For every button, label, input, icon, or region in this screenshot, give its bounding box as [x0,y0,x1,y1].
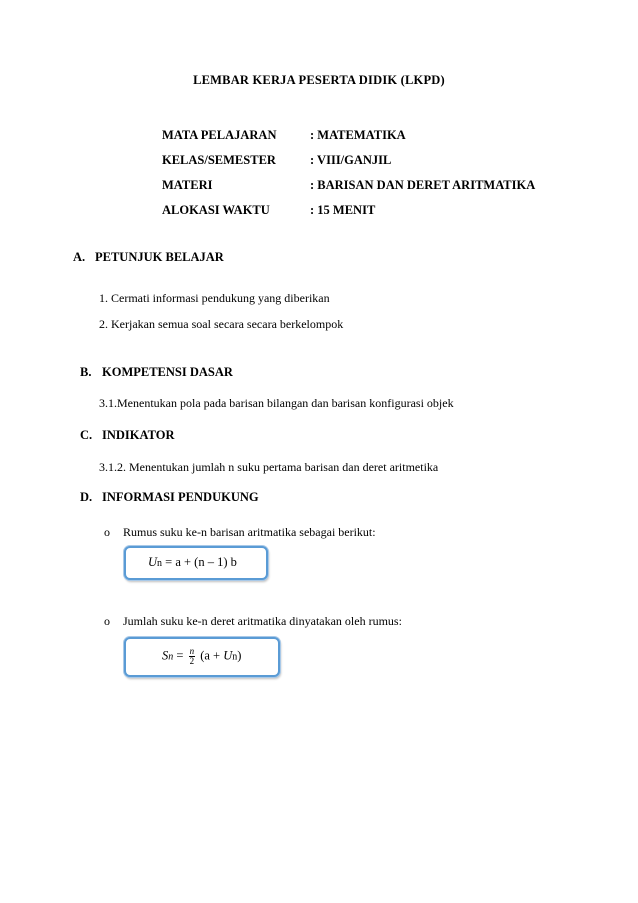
section-d-bullet-1: Rumus suku ke-n barisan aritmatika sebagai berikut: [123,525,376,539]
section-b-heading: B. KOMPETENSI DASAR [80,365,233,379]
info-label-material: MATERI [162,178,213,192]
section-a-item-1: 1. Cermati informasi pendukung yang diberikan [99,291,330,305]
info-value-material: : BARISAN DAN DERET ARITMATIKA [310,178,536,192]
formula-sn: Sn = $\frac{n}{2}$ (a + Un) [162,646,242,666]
formula-box-un [124,546,268,580]
section-a-item-2: 2. Kerjakan semua soal secara secara berkelompok [99,317,344,331]
section-b-item-1: 3.1.Menentukan pola pada barisan bilangan dan barisan konfigurasi objek [99,396,454,410]
info-value-subject: : MATEMATIKA [310,128,406,142]
info-label-subject: MATA PELAJARAN [162,128,277,142]
section-d-heading: D. INFORMASI PENDUKUNG [80,490,259,504]
bullet-marker-2: o [104,614,110,628]
section-d-bullet-2: Jumlah suku ke-n deret aritmatika dinyatakan oleh rumus: [123,614,402,628]
info-label-class: KELAS/SEMESTER [162,153,276,167]
formula-box-sn [124,637,280,677]
info-value-class: : VIII/GANJIL [310,153,392,167]
section-c-heading: C. INDIKATOR [80,428,175,442]
section-c-item-1: 3.1.2. Menentukan jumlah n suku pertama barisan dan deret aritmetika [99,460,439,474]
section-a-heading: A. PETUNJUK BELAJAR [73,250,224,264]
formula-un: Un = a + (n – 1) b [148,555,237,569]
info-value-time: : 15 MENIT [310,203,376,217]
info-label-time: ALOKASI WAKTU [162,203,270,217]
bullet-marker-1: o [104,525,110,539]
page-title: LEMBAR KERJA PESERTA DIDIK (LKPD) [193,73,445,87]
